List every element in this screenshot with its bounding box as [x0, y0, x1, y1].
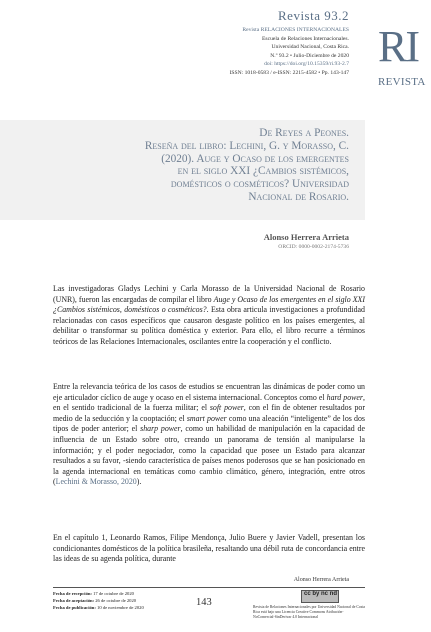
p2-text-c: , con el fin de obtener resultados por medio de la seducción y la cooptación; el	[53, 403, 365, 423]
footer-rule	[53, 587, 365, 588]
book-title-italic: Auge y Ocaso de los emergentes en el siglo XXI ¿Cambios sistémicos, domésticos o cosméticos?	[53, 294, 365, 315]
author-name: Alonso Herrera Arrieta	[263, 232, 349, 242]
journal-doi-link[interactable]: doi: https://doi.org/10.15359/ri.93-2.7	[264, 61, 349, 68]
paragraph-3: En el capítulo 1, Leonardo Ramos, Filipe Mendonça, Julio Buere y Javier Vadell, presentan los condicionantes domésticos de la política brasileña, resaltando una débil ruta de concordancia entre las ideas de su agenda política, durante	[53, 533, 365, 564]
title-band-gap	[365, 120, 431, 220]
p2-text-f: ).	[136, 477, 142, 487]
paragraph-2	[53, 382, 365, 488]
license-text: Revista de Relaciones Internacionales por Universidad Nacional de Costa Rica está bajo una Licencia Creative Commons Atribución-NoComercial-SinDerivar 4.0 Internacional	[253, 605, 365, 619]
title-line-2: Reseña del libro: Lechini, G. y Morasso, C.	[144, 139, 349, 152]
received-date: 17 de octubre de 2020	[93, 591, 134, 596]
paragraph-1	[53, 284, 365, 348]
publication-dates	[53, 591, 144, 611]
received-label: Fecha de recepción:	[53, 591, 92, 596]
p2-text-a: Entre la relevancia teórica de los casos de estudios se encuentran las dinámicas de poder como un eje articulador cíclico de auge y ocaso en el sistema internacional. Conceptos como el	[53, 382, 365, 402]
p1-text-a: Las investigadoras Gladys Lechini y Carla Morasso de la Universidad Nacional de Rosario (UNR), fueron las encargadas de compilar el libro	[53, 284, 365, 304]
accepted-label: Fecha de aceptación:	[53, 597, 95, 603]
ri-logo: RI	[378, 22, 418, 71]
term-sharp-power: sharp power	[140, 424, 181, 434]
citation-link[interactable]: Lechini & Morasso, 2020	[55, 477, 137, 487]
title-line-4: en el siglo XXI ¿Cambios sistémicos,	[177, 165, 349, 178]
p2-text-b: , en el sentido tradicional de la fuerza militar; el	[53, 392, 365, 413]
published-date: 10 de noviembre de 2020	[97, 604, 144, 610]
journal-meta	[230, 26, 349, 78]
title-line-5: domésticos o cosméticos? Universidad	[170, 178, 349, 191]
journal-university: Universidad Nacional, Costa Rica.	[271, 44, 349, 51]
title-line-6: Nacional de Rosario.	[248, 190, 349, 203]
running-author: Alonso Herrera Arrieta	[293, 577, 349, 583]
accepted-date: 26 de octubre de 2020	[95, 597, 137, 603]
journal-school: Escuela de Relaciones Internacionales.	[262, 35, 349, 42]
review-title	[69, 127, 349, 204]
term-hard-power: hard power	[326, 392, 363, 402]
term-smart-power: smart power	[186, 413, 227, 423]
journal-issue: N.º 93.2 • Julio-Diciembre de 2020	[270, 52, 349, 59]
page-number: 143	[196, 597, 212, 608]
journal-issn: ISSN: 1018-0583 / e-ISSN: 2215-4582 • Pp. 143-147	[229, 69, 349, 76]
title-line-1: De Reyes a Peones.	[259, 127, 349, 139]
author-orcid[interactable]: ORCID: 0000-0002-2174-5736	[278, 244, 349, 250]
p2-text-e: , como un habilidad de manipulación en la capacidad de influencia de un Estado sobre otro, creando un panorama de tensión al manipularse la información; y el poder negociador, como la capacidad que posee un Estado para alcanzar resultados a su favor, -siendo característica de países menos poderosos que se han posicionado en la agenda internacional en temáticas como cambio climático, género, integración, entre otros (	[53, 424, 365, 487]
revista-logo-text: REVISTA	[378, 76, 426, 88]
cc-badge-label: cc by nc nd	[304, 591, 338, 597]
journal-title: Revista 93.2	[278, 8, 349, 23]
published-label: Fecha de publicación:	[53, 604, 96, 610]
title-line-3: (2020). Auge y Ocaso de los emergentes	[161, 152, 349, 165]
term-soft-power: soft power	[209, 403, 244, 413]
p1-text-b: . Esta obra articula investigaciones a profundidad relacionadas con casos específicos que causaron desgaste político en los países emergentes, al debilitar o transformar su política doméstica y exterior. Para ello, el libro recurre a términos teóricos de las Relaciones Internacionales, oscilantes entre la cooperación y el conflicto.	[53, 305, 365, 346]
journal-name: Revista RELACIONES INTERNACIONALES	[242, 27, 349, 33]
p2-text-d: como una aleación “inteligente” de los dos tipos de poder anterior; el	[53, 413, 365, 434]
